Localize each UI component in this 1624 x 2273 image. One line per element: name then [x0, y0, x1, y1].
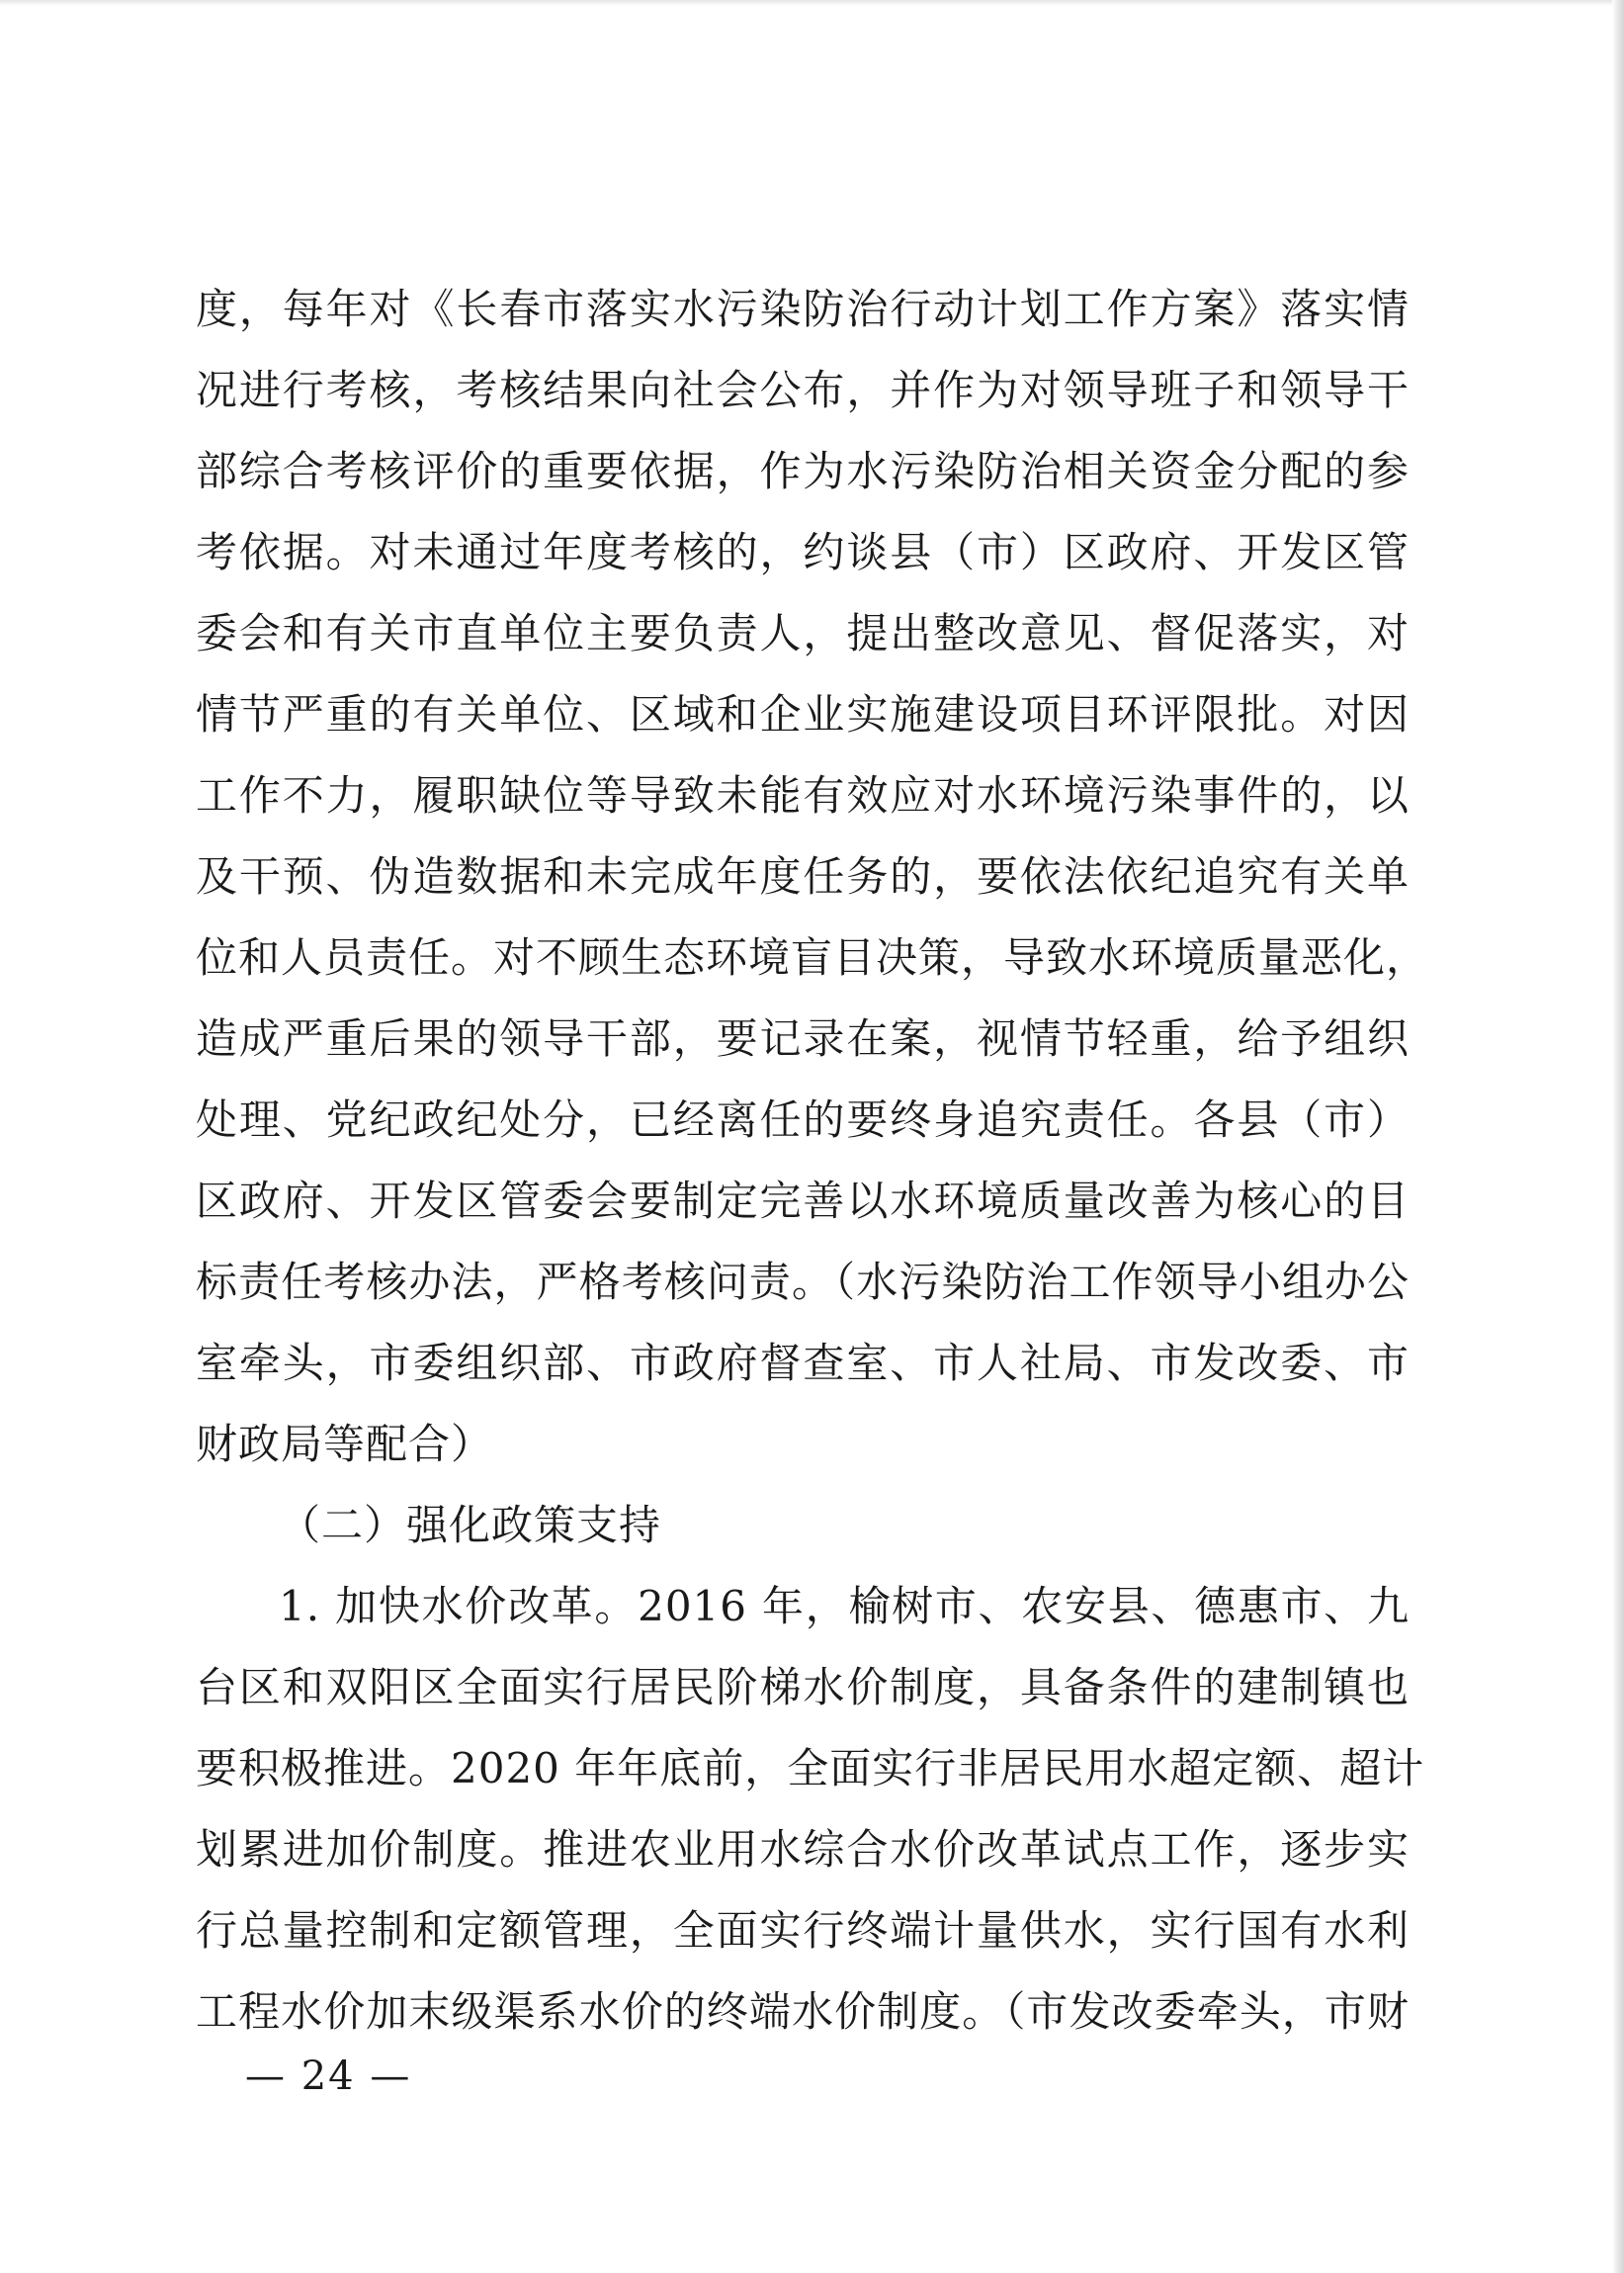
text-line-17: 1. 加快水价改革。2016 年，榆树市、农安县、德惠市、九: [279, 1582, 1410, 1630]
text-line-6: 情节严重的有关单位、区域和企业实施建设项目环评限批。对因: [196, 690, 1410, 739]
text-line-10: 造成严重后果的领导干部，要记录在案，视情节轻重，给予组织: [196, 1014, 1410, 1063]
text-line-9: 位和人员责任。对不顾生态环境盲目决策，导致水环境质量恶化，: [196, 933, 1429, 982]
text-line-12: 区政府、开发区管委会要制定完善以水环境质量改善为核心的目: [196, 1177, 1410, 1225]
text-line-4: 考依据。对未通过年度考核的，约谈县（市）区政府、开发区管: [196, 528, 1410, 576]
text-line-19: 要积极推进。2020 年年底前，全面实行非居民用水超定额、超计: [196, 1744, 1425, 1792]
text-line-20: 划累进加价制度。推进农业用水综合水价改革试点工作，逐步实: [196, 1825, 1410, 1874]
page-number: — 24 —: [245, 2054, 412, 2099]
text-line-1: 度，每年对《长春市落实水污染防治行动计划工作方案》落实情: [196, 285, 1410, 333]
text-line-14: 室牵头，市委组织部、市政府督查室、市人社局、市发改委、市: [196, 1339, 1410, 1387]
text-line-5: 委会和有关市直单位主要负责人，提出整改意见、督促落实，对: [196, 609, 1410, 657]
text-line-22: 工程水价加末级渠系水价的终端水价制度。（市发改委牵头，市财: [196, 1987, 1410, 2036]
text-line-11: 处理、党纪政纪处分，已经离任的要终身追究责任。各县（市）: [196, 1095, 1410, 1144]
text-line-2: 况进行考核，考核结果向社会公布，并作为对领导班子和领导干: [196, 366, 1410, 414]
text-line-8: 及干预、伪造数据和未完成年度任务的，要依法依纪追究有关单: [196, 852, 1410, 901]
text-line-18: 台区和双阳区全面实行居民阶梯水价制度，具备条件的建制镇也: [196, 1663, 1410, 1711]
section-heading: （二）强化政策支持: [279, 1501, 662, 1549]
scan-right-edge: [1612, 0, 1624, 2273]
text-line-3: 部综合考核评价的重要依据，作为水污染防治相关资金分配的参: [196, 447, 1410, 495]
text-line-7: 工作不力，履职缺位等导致未能有效应对水环境污染事件的，以: [196, 771, 1410, 820]
text-line-21: 行总量控制和定额管理，全面实行终端计量供水，实行国有水利: [196, 1906, 1410, 1955]
text-line-15: 财政局等配合）: [196, 1420, 494, 1468]
document-body: [196, 269, 1429, 2053]
scan-top-shadow: [0, 0, 1624, 6]
text-line-13: 标责任考核办法，严格考核问责。（水污染防治工作领导小组办公: [196, 1258, 1410, 1306]
